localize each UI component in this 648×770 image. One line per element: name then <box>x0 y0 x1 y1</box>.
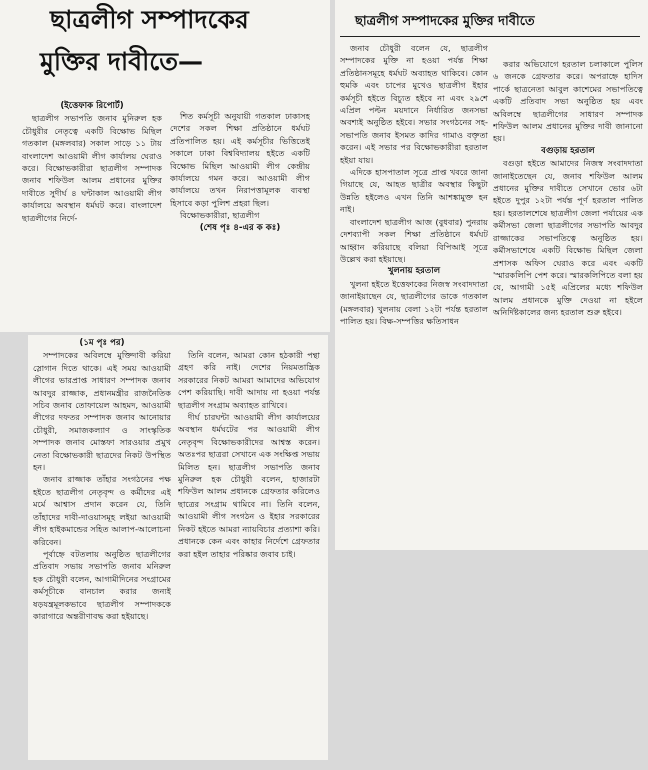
headline: ছাত্রলীগ সম্পাদকের মুক্তির দাবীতে <box>355 14 535 29</box>
article-text: সম্পাদকের অবিলম্বে মুক্তিদাবী করিয়া স্লোগান দিতে থাকে। এই সময় আওয়ামী লীগের ভারপ্রাপ্ত সাধারণ সম্পাদক জনাব আবদুর রাজ্জাক, প্রধানমন্ত্রীর রাজনৈতিক সচিব জনাব তোফায়েল আহমদ, আওয়ামী লীগের দফতর সম্পাদক জনাব আনোয়ার চৌধুরী, সমাজকল্যাণ ও সাংস্কৃতিক সম্পাদক জনাব মোস্তফা সারওয়ার প্রমুখ নেতা বিক্ষোভকারী ছাত্রদের নিকট উপস্থিত হন। <box>33 350 171 473</box>
article-text: জনাব রাজ্জাক তাঁহার সংগঠনের পক্ষ হইতে ছাত্রলীগ নেতৃবৃন্দ ও কর্মীদের এই মর্মে আশ্বাস প্রদান করেন যে, তিনি তাঁহাদের দাবী-দাওয়াসমূহ লইয়া আওয়ামী লীগ হাইকমান্ডের সহিত আলাপ-আলোচনা করিবেন। <box>33 474 171 547</box>
article-text: জনাব চৌধুরী বলেন যে, ছাত্রলীগ সম্পাদকের মুক্তি না হওয়া পর্যন্ত শিক্ষা প্রতিষ্ঠানসমূহে ধর্মঘট অব্যাহত থাকিবে। কোন হুমকি এবং চাপের মুখেও ছাত্রলীগ ইহার কর্মসূচী হইতে বিচ্যুত হইবে না এবং ২৯শে এপ্রিল পল্টন ময়দানে নির্ধারিত জনসভা অবশ্যই অনুষ্ঠিত হইবে। সভার সংগঠনের সহ-সভাপতি জনাব ইসমত কাদির গামাও বক্তৃতা করেন। এই সভার পর বিক্ষোভকারীরা হরতাল হইয়া যায়। <box>340 43 488 165</box>
headline-rule <box>340 36 640 37</box>
byline: (ইত্তেফাক রিপোর্ট) <box>60 101 124 111</box>
headline-line-2: মুক্তির দাবীতে— <box>40 47 204 76</box>
article-col-1 <box>22 100 162 320</box>
article-text: খুলনা হইতে ইত্তেফাকের নিজস্ব সংবাদদাতা জানাইয়াছেন যে, ছাত্রলীগের ডাকে গতকাল (মঙ্গলবার) খুলনায় বেলা ১২টা পর্যন্ত হরতাল পালিত হয়। বিক্ষ-সম্পত্তির ক্ষতিসাধন <box>340 278 488 326</box>
article-text: তিনি বলেন, আমরা কোন হঠকারী পন্থা গ্রহণ করি নাই। দেশের নিয়মতান্ত্রিক সরকারের নিকট আমরা আমাদের অভিযোগ পেশ করিয়াছি। দাবী আদায় না হওয়া পর্যন্ত ছাত্রলীগ সংগ্রাম অব্যাহত রাখিবে। <box>178 350 320 410</box>
right-col-1 <box>340 42 488 547</box>
article-text: করার অভিযোগে হরতাল চলাকালে পুলিস ৬ জনকে গ্রেফতার করে। অপরাহ্নে হাদিস পার্কে ছাত্রনেতা আবুল কাশেমের সভাপতিত্বে একটি প্রতিবাদ সভা অনুষ্ঠিত হয় এবং অবিলম্বে ছাত্রলীগের সাধারণ সম্পাদক শফিউল আলম প্রধানের মুক্তির দাবী জানানো হয়। <box>493 59 643 144</box>
article-text: বিক্ষোভকারীরা, ছাত্রলীগ <box>180 210 260 221</box>
article-text: পূর্বাহ্নে বটতলায় অনুষ্ঠিত ছাত্রলীগের প্রতিবাদ সভায় সভাপতি জনাব মনিরুল হক চৌধুরী বলেন, আগামীদিনের সংগ্রামের কর্মসূচীকে বানচাল করার জন্যই ষড়যন্ত্রমূলকভাবে ছাত্রলীগ সম্পাদককে কারাগারে অন্তরীণাবদ্ধ করা হইয়াছে। <box>33 548 171 621</box>
subheading-khulna: খুলনায় হরতাল <box>387 266 441 277</box>
clipping-continuation <box>28 335 328 760</box>
article-text: বগুড়া হইতে আমাদের নিজস্ব সংবাদদাতা জানাইতেছেন যে, জনাব শফিউল আলম প্রধানের মুক্তির দাবীতে সেখানে ভোর ৬টা হইতে দুপুর ১২টা পর্যন্ত পূর্ণ হরতাল পালিত হয়। হরতালশেষে ছাত্রলীগ জেলা পর্যায়ের এক কর্মীসভা জেলা ছাত্রলীগের সভাপতি আবদুর রাজ্জাকের সভাপতিত্বে অনুষ্ঠিত হয়। কর্মীসভাশেষে একটি বিক্ষোভ মিছিল জেলা প্রশাসক অফিস ঘেরাও করে এবং একটি 'স্মারকলিপি পেশ করে। স্মারকলিপিতে বলা হয় যে, আগামী ১৫ই এপ্রিলের মধ্যে শফিউল আলম প্রধানকে মুক্তি দেওয়া না হইলে অনির্দিষ্টকালের জন্য হরতাল শুরু হইবে। <box>493 158 643 318</box>
clipping-right-article <box>335 0 648 550</box>
subheading-bogura: বগুড়ায় হরতাল <box>541 145 595 156</box>
article-text: বাংলাদেশ ছাত্রলীগ আজ (বুধবার) পুনরায় দেশব্যাপী সকল শিক্ষা প্রতিষ্ঠানে ধর্মঘট আহ্বান করিয়াছে বলিয়া বিপিআই সূত্রে উল্লেখ করা হইয়াছে। <box>340 216 488 264</box>
right-col-2 <box>493 58 643 543</box>
headline-line-1: ছাত্রলীগ সম্পাদকের <box>50 5 249 34</box>
page-marker: (১ম পৃঃ পর) <box>79 338 125 348</box>
article-text: এদিকে হাসপাতাল সূত্রে প্রাপ্ত খবরে জানা গিয়াছে যে, আহত ছাত্রীর অবস্থার কিছুটা উন্নতি হইলেও এখন তিনি আশঙ্কামুক্ত হন নাই। <box>340 167 488 215</box>
article-text: শিত কর্মসূচী অনুযায়ী গতকাল ঢাকাসহ দেশের সকল শিক্ষা প্রতিষ্ঠানে ধর্মঘট প্রতিপালিত হয়। এই কর্মসূচীর ভিত্তিতেই সকালে ঢাকা বিশ্ববিদ্যালয় হইতে একটি বিক্ষোভ মিছিল আওয়ামী লীগ কেন্দ্রীয় কার্যালয়ে গমন করে। আওয়ামী লীগ কার্যালয়ে তখন নিরাপত্তামূলক ব্যবস্থা হিসাবে কড়া পুলিশ প্রহরা ছিল। <box>170 111 310 208</box>
continuation-col-1 <box>33 337 171 757</box>
continuation-col-2 <box>178 349 320 749</box>
continued-note: (শেষ পৃঃ ৪-এর ক কঃ) <box>199 222 281 233</box>
article-text: দীর্ঘ চারঘন্টা আওয়ামী লীগ কার্যালয়ের অবস্থান ধর্মঘটের পর আওয়ামী লীগ নেতৃবৃন্দ বিক্ষোভকারীদের আশ্বস্ত করেন। অতঃপর ছাত্ররা সেখানে এক সংক্ষিপ্ত সভায় মিলিত হন। ছাত্রলীগ সভাপতি জনাব মুনিরুল হক চৌধুরী বলেন, হাজারটা শফিউল আলম প্রধানকে গ্রেফতার করিলেও ছাত্রের সংগ্রাম থামিবে না। তিনি বলেন, আওয়ামী লীগ সংগঠন ও ইহার সরকারের নিকট হইতে আমরা ন্যায়বিচার প্রত্যাশা করি। প্রধানকে কেন এবং কাহার নির্দেশে গ্রেফতার করা হইল তাহার পরিষ্কার জবাব চাই। <box>178 412 320 559</box>
article-text: ছাত্রলীগ সভাপতি জনাব মুনিরুল হক চৌধুরীর নেতৃত্বে একটি বিক্ষোভ মিছিল গতকাল (মঙ্গলবার) সকাল সাড়ে ১১ টায় বাংলাদেশ আওয়ামী লীগ কার্যালয় ঘেরাও করে। বিক্ষোভকারীরা ছাত্রলীগ সম্পাদক জনাব শফিউল আলম প্রধানের মুক্তির দাবীতে সুদীর্ঘ ৪ ঘন্টাকাল আওয়ামী লীগ কার্যালয়ে অবস্থান ধর্মঘট করে। বাংলাদেশ ছাত্রলীগের নির্দে- <box>22 113 162 223</box>
article-col-2 <box>170 110 310 330</box>
clipping-front-page <box>0 0 330 332</box>
